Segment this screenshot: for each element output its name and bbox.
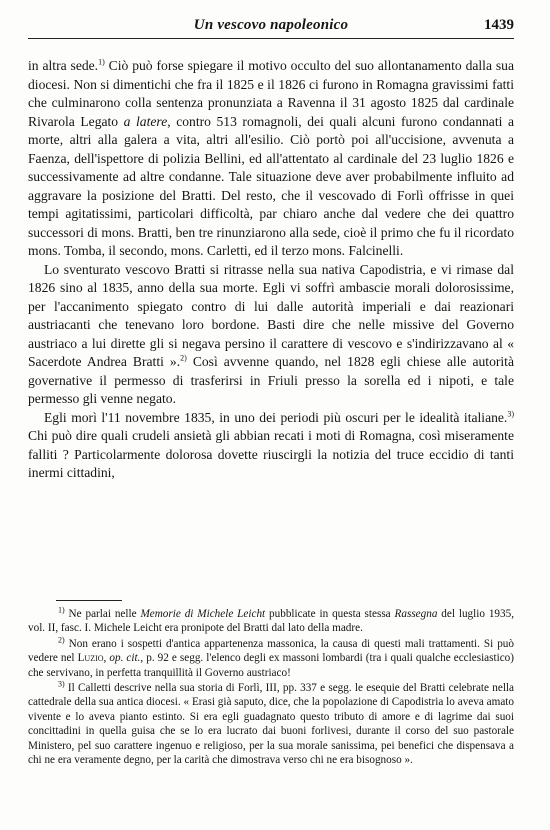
footnote-3	[28, 681, 514, 767]
footnote-ref-1: 1)	[98, 57, 105, 67]
paragraph-2	[28, 261, 514, 409]
author-name: Luzio	[77, 652, 104, 665]
page-number: 1439	[484, 17, 514, 33]
running-header	[28, 16, 514, 39]
italic-title: Memorie di Michele Leicht	[140, 608, 266, 620]
running-title: Un vescovo napoleonico	[193, 17, 349, 33]
text-run: ,	[103, 652, 110, 665]
paragraph-1	[28, 57, 514, 261]
text-run: Lo sventurato vescovo Bratti si ritrasse nella sua nativa Capodistria, e vi rimase dal 1826 sino al 1835, anno della sua morte. Egli vi soffrì ambascie morali dolorosissime, per l'accanimento spiegato contro di lui dalle autorità imperiali e dai reazionari austriacanti che tenevano loro bordone. Basti dire che nelle missive del Governo austriaco a lui dirette gli si negava persino il carattere di vescovo e s'indirizzavano al « Sacerdote Andrea Bratti ».	[28, 261, 514, 369]
text-run: Chi può dire quali crudeli ansietà gli abbian recati i moti di Romagna, così miseramente falliti ? Particolarmente dolorosa dovette riuscirgli la notizia del truce eccidio di tanti inermi cittadini,	[28, 428, 514, 480]
text-run: Il Calletti descrive nella sua storia di Forlì, III, pp. 337 e segg. le esequie del Bratti celebrate nella cattedrale della sua antica diocesi. « Erasi già saputo, dice, che la popolazione di Capodistria lo aveva amato vivente e lo aveva pianto estinto. Si era egli guadagnato questo tributo di amore e di lagrime dai suoi concittadini in quella guisa che se lo era lucrato dai buoni forlivesi, durante il corso del suo pastorale Ministero, pel suo carattere ingenuo e religioso, per la sua morale sanissima, pei benefici che dispensava a chi ne era veramente degno, per la carità che dimostrava verso chi ne era bisognoso ».	[28, 682, 514, 767]
text-run: in altra sede.	[28, 58, 99, 73]
paragraph-3	[28, 409, 514, 483]
main-text	[28, 57, 514, 483]
text-run: Così avvenne quando, nel 1828 egli chiese alle autorità governative il permesso di trasferirsi in Friuli presso la sorella ed i nipoti, e tale permesso gli venne negato.	[28, 354, 514, 406]
text-run: Non erano i sospetti d'antica appartenenza massonica, la causa di questi mali trattamenti. Si può vedere nel	[28, 637, 514, 665]
footnote-marker: 2)	[58, 635, 65, 645]
italic-title: Rassegna	[394, 608, 438, 620]
italic-phrase: a latere	[123, 113, 168, 129]
footnote-2	[28, 637, 514, 680]
footnote-marker: 3)	[58, 679, 65, 689]
text-run: Egli morì l'11 novembre 1835, in uno dei periodi più oscuri per le idealità italiane.	[44, 409, 508, 425]
footnote-rule	[56, 600, 122, 601]
text-run: Ciò può forse spiegare il motivo occulto del suo allontanamento dalla sua diocesi. Non si dimentichi che fra il 1825 e il 1826 ci furono in Romagna gravissimi fatti che culminarono colla sentenza pronunziata a Ravenna il 31 agosto 1825 dal cardinale Rivarola Legato	[28, 58, 515, 129]
text-run: del luglio 1935, vol. II, fasc. I. Michele Leicht era pronipote del Bratti dal lato della madre.	[28, 608, 514, 635]
footnote-marker: 1)	[58, 605, 65, 615]
footnotes	[28, 607, 514, 769]
footnote-1	[28, 607, 514, 636]
italic-citation: op. cit.	[109, 652, 141, 665]
text-run: Ne parlai nelle	[64, 608, 141, 620]
footnote-ref-3: 3)	[507, 408, 514, 418]
footnote-ref-2: 2)	[180, 353, 187, 363]
text-run: , contro 513 romagnoli, dei quali alcuni furono condannati a morte, altri alla galera a vita, altri all'esilio. Ciò portò poi all'uccisione, avvenuta a Faenza, dell'ispettore di polizia Bellini, ed all'attentato al cardinale del 23 luglio 1826 e successivamente ad altre condanne. Tale situazione deve aver probabilmente influito ad aggravare la posizione del Bratti. Del resto, che il vescovado di Forlì offrisse in quei tempi agitatissimi, particolari difficoltà, par chiaro anche dal vedere che dei quattro successori di mons. Bratti, ben tre rinunziarono alla sede, cioè il primo che fu il ricordato mons. Tomba, il secondo, mons. Carletti, ed il terzo mons. Falcinelli.	[28, 113, 514, 258]
text-run: , p. 92 e segg. l'elenco degli ex massoni lombardi (tra i quali qualche ecclesiastico) che servivano, in perfetta tranquillità il Governo austriaco!	[28, 652, 515, 679]
text-run: pubblicate in questa stessa	[265, 608, 395, 620]
